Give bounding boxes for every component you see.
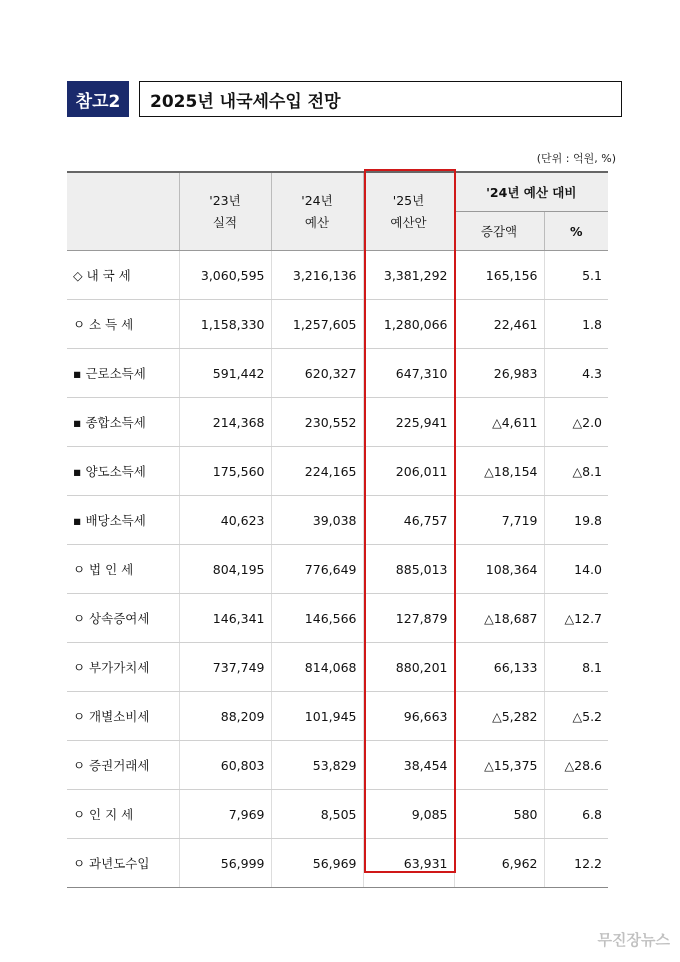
table-row [67,398,608,447]
value-change: 580 [454,790,544,839]
col-header-group: '24년 예산 대비 [454,172,608,212]
col-header-2024: '24년 예산 [271,172,363,251]
row-label: ㅇ 증권거래세 [67,741,179,790]
watermark-logo: 무진장뉴스 [597,931,670,949]
value-percent: 1.8 [544,300,608,349]
table-row [67,692,608,741]
value-2023: 1,158,330 [179,300,271,349]
row-label: ◇ 내 국 세 [67,251,179,300]
row-label: ▪ 근로소득세 [67,349,179,398]
value-change: 165,156 [454,251,544,300]
value-change: △5,282 [454,692,544,741]
value-2024: 8,505 [271,790,363,839]
value-2023: 737,749 [179,643,271,692]
value-2025: 38,454 [363,741,454,790]
value-change: △18,687 [454,594,544,643]
value-2025: 96,663 [363,692,454,741]
value-2024: 101,945 [271,692,363,741]
value-percent: 19.8 [544,496,608,545]
value-change: △15,375 [454,741,544,790]
table-row [67,643,608,692]
table-row [67,300,608,349]
table-row [67,594,608,643]
value-2024: 3,216,136 [271,251,363,300]
row-label: ▪ 양도소득세 [67,447,179,496]
col-header-change: 증감액 [454,212,544,251]
row-label: ㅇ 개별소비세 [67,692,179,741]
reference-tag: 참고2 [67,81,129,117]
header-blank [67,172,179,251]
value-change: 108,364 [454,545,544,594]
value-percent: △8.1 [544,447,608,496]
value-change: 66,133 [454,643,544,692]
row-label: ㅇ 부가가치세 [67,643,179,692]
value-2024: 39,038 [271,496,363,545]
title-bar [67,81,622,117]
value-2025: 127,879 [363,594,454,643]
value-2024: 814,068 [271,643,363,692]
value-2024: 620,327 [271,349,363,398]
table-row [67,349,608,398]
value-change: △4,611 [454,398,544,447]
value-2023: 175,560 [179,447,271,496]
value-2023: 40,623 [179,496,271,545]
value-percent: △28.6 [544,741,608,790]
value-2024: 56,969 [271,839,363,888]
row-label: ㅇ 법 인 세 [67,545,179,594]
value-2025: 3,381,292 [363,251,454,300]
value-2023: 7,969 [179,790,271,839]
value-2025: 885,013 [363,545,454,594]
row-label: ▪ 배당소득세 [67,496,179,545]
value-percent: △2.0 [544,398,608,447]
value-2025: 225,941 [363,398,454,447]
row-label: ㅇ 인 지 세 [67,790,179,839]
value-change: 26,983 [454,349,544,398]
value-2023: 3,060,595 [179,251,271,300]
value-change: 7,719 [454,496,544,545]
table-row [67,741,608,790]
value-percent: 4.3 [544,349,608,398]
table-row [67,839,608,888]
value-2023: 804,195 [179,545,271,594]
value-2023: 146,341 [179,594,271,643]
col-header-2025: '25년 예산안 [363,172,454,251]
row-label: ▪ 종합소득세 [67,398,179,447]
value-2023: 56,999 [179,839,271,888]
value-change: 22,461 [454,300,544,349]
value-2025: 880,201 [363,643,454,692]
value-change: 6,962 [454,839,544,888]
row-label: ㅇ 과년도수입 [67,839,179,888]
col-header-percent: % [544,212,608,251]
value-2025: 46,757 [363,496,454,545]
col-header-2023: '23년 실적 [179,172,271,251]
tax-revenue-table [67,171,608,888]
value-percent: △12.7 [544,594,608,643]
value-change: △18,154 [454,447,544,496]
value-2025: 1,280,066 [363,300,454,349]
value-2024: 230,552 [271,398,363,447]
table-row [67,496,608,545]
value-percent: 8.1 [544,643,608,692]
value-2025: 647,310 [363,349,454,398]
row-label: ㅇ 소 득 세 [67,300,179,349]
page-title: 2025년 내국세수입 전망 [139,81,622,117]
value-2024: 224,165 [271,447,363,496]
value-2024: 776,649 [271,545,363,594]
value-percent: △5.2 [544,692,608,741]
table-row [67,790,608,839]
value-2024: 53,829 [271,741,363,790]
table-row [67,251,608,300]
row-label: ㅇ 상속증여세 [67,594,179,643]
table-row [67,447,608,496]
value-percent: 6.8 [544,790,608,839]
value-2025: 206,011 [363,447,454,496]
value-2023: 88,209 [179,692,271,741]
table-row [67,545,608,594]
value-percent: 14.0 [544,545,608,594]
value-2025: 9,085 [363,790,454,839]
value-2023: 214,368 [179,398,271,447]
value-2024: 146,566 [271,594,363,643]
value-percent: 12.2 [544,839,608,888]
value-2025: 63,931 [363,839,454,888]
unit-note: (단위 : 억원, %) [536,152,616,165]
value-2024: 1,257,605 [271,300,363,349]
value-2023: 591,442 [179,349,271,398]
value-percent: 5.1 [544,251,608,300]
value-2023: 60,803 [179,741,271,790]
